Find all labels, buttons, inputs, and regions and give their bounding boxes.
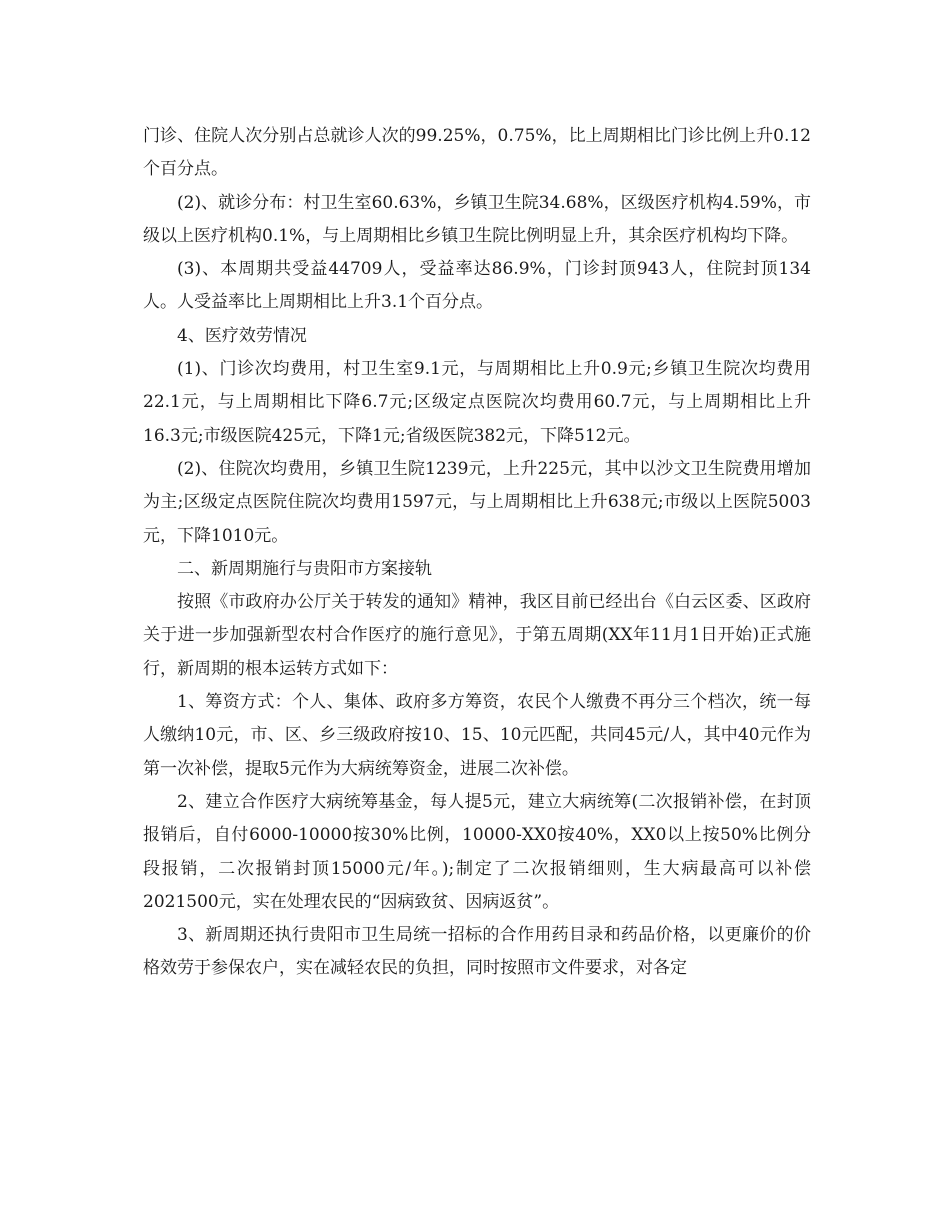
- paragraph-policy-notice: 按照《市政府办公厅关于转发的通知》精神，我区目前已经出台《白云区委、区政府关于进一步加强新型农村合作医疗的施行意见》，于第五周期(XX年11月1日开始)正式施行，新周期的根本运转方式如下：: [143, 592, 811, 679]
- section-heading-medical-service: 4、医疗效劳情况: [177, 325, 307, 346]
- document-body: [143, 120, 811, 986]
- paragraph-beneficiaries: (3)、本周期共受益44709人，受益率达86.9%，门诊封顶943人，住院封顶134人。人受益率比上周期相比上升3.1个百分点。: [143, 259, 811, 313]
- paragraph-visit-distribution: (2)、就诊分布：村卫生室60.63%，乡镇卫生院34.68%，区级医疗机构4.59%，市级以上医疗机构0.1%，与上周期相比乡镇卫生院比例明显上升，其余医疗机构均下降。: [143, 192, 811, 246]
- paragraph-inpatient-cost: (2)、住院次均费用，乡镇卫生院1239元，上升225元，其中以沙文卫生院费用增加为主;区级定点医院住院次均费用1597元，与上周期相比上升638元;市级以上医院5003元，下降1010元。: [143, 458, 811, 546]
- paragraph-drug-catalog: 3、新周期还执行贵阳市卫生局统一招标的合作用药目录和药品价格，以更廉价的价格效劳于参保农户，实在减轻农民的负担，同时按照市文件要求，对各定: [143, 925, 811, 979]
- section-heading-new-period: 二、新周期施行与贵阳市方案接轨: [177, 558, 432, 579]
- paragraph-major-illness-fund: 2、建立合作医疗大病统筹基金，每人提5元，建立大病统筹(二次报销补偿，在封顶报销后，自付6000-10000按30%比例，10000-XX0按40%，XX0以上按50%比例分段报销，二次报销封顶15000元/年。);制定了二次报销细则，生大病最高可以补偿2021500元，实在处理农民的“因病致贫、因病返贫”。: [143, 791, 811, 912]
- paragraph-outpatient-ratio: 门诊、住院人次分别占总就诊人次的99.25%，0.75%，比上周期相比门诊比例上升0.12个百分点。: [143, 126, 811, 180]
- paragraph-outpatient-cost: (1)、门诊次均费用，村卫生室9.1元，与周期相比上升0.9元;乡镇卫生院次均费用22.1元，与上周期相比下降6.7元;区级定点医院次均费用60.7元，与上周期相比上升16.3元;市级医院425元，下降1元;省级医院382元，下降512元。: [143, 359, 811, 446]
- paragraph-funding-method: 1、筹资方式：个人、集体、政府多方筹资，农民个人缴费不再分三个档次，统一每人缴纳10元，市、区、乡三级政府按10、15、10元匹配，共同45元/人，其中40元作为第一次补偿，提取5元作为大病统筹资金，进展二次补偿。: [143, 692, 811, 779]
